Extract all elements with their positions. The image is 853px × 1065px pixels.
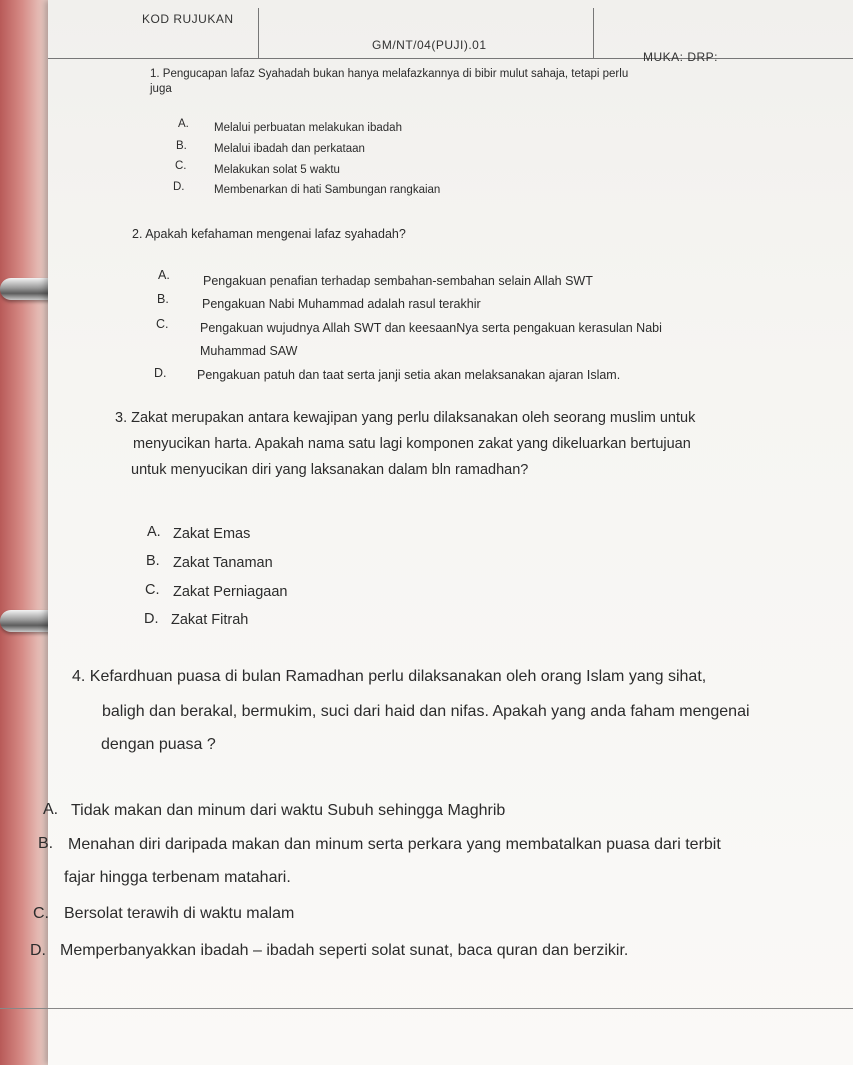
- option-text: Pengakuan Nabi Muhammad adalah rasul terakhir: [202, 297, 481, 311]
- option-letter: B.: [157, 292, 169, 306]
- option-text: Muhammad SAW: [200, 344, 298, 358]
- question-text: 3. Zakat merupakan antara kewajipan yang perlu dilaksanakan oleh seorang muslim untuk: [115, 410, 696, 426]
- question-text: untuk menyucikan diri yang laksanakan dalam bln ramadhan?: [131, 462, 529, 478]
- header-page-label: MUKA: DRP:: [643, 50, 719, 64]
- option-text: Pengakuan penafian terhadap sembahan-sembahan selain Allah SWT: [203, 274, 593, 288]
- option-letter: A.: [43, 801, 59, 818]
- question-text: baligh dan berakal, bermukim, suci dari haid dan nifas. Apakah yang anda faham mengenai: [102, 703, 750, 720]
- footer-rule: [0, 1008, 853, 1009]
- option-text: Zakat Fitrah: [171, 612, 249, 628]
- question-text: 4. Kefardhuan puasa di bulan Ramadhan perlu dilaksanakan oleh orang Islam yang sihat,: [72, 668, 707, 685]
- option-text: Melalui perbuatan melakukan ibadah: [214, 122, 402, 134]
- option-text: Pengakuan wujudnya Allah SWT dan keesaanNya serta pengakuan kerasulan Nabi: [200, 321, 662, 335]
- question-text: dengan puasa ?: [101, 736, 216, 753]
- option-text: Zakat Emas: [173, 526, 251, 542]
- question-text: menyucikan harta. Apakah nama satu lagi komponen zakat yang dikeluarkan bertujuan: [133, 436, 691, 452]
- option-letter: C.: [145, 582, 160, 598]
- option-text: Zakat Tanaman: [173, 555, 273, 571]
- option-letter: D.: [173, 181, 185, 193]
- header-kod-label: KOD RUJUKAN: [142, 12, 234, 26]
- question-text: juga: [150, 83, 172, 95]
- option-letter: D.: [154, 366, 167, 380]
- option-text: Zakat Perniagaan: [173, 584, 288, 600]
- option-text: Melalui ibadah dan perkataan: [214, 143, 365, 155]
- option-text: Melakukan solat 5 waktu: [214, 164, 340, 176]
- question-text: 2. Apakah kefahaman mengenai lafaz syahadah?: [132, 227, 406, 241]
- option-text: Membenarkan di hati Sambungan rangkaian: [214, 184, 441, 196]
- option-letter: A.: [158, 268, 170, 282]
- option-letter: A.: [178, 118, 189, 130]
- option-letter: C.: [33, 905, 49, 922]
- option-letter: C.: [156, 317, 169, 331]
- option-text: Bersolat terawih di waktu malam: [64, 905, 295, 922]
- option-letter: D.: [144, 611, 159, 627]
- option-letter: B.: [176, 140, 187, 152]
- option-text: fajar hingga terbenam matahari.: [64, 869, 291, 886]
- option-text: Memperbanyakkan ibadah – ibadah seperti solat sunat, baca quran dan berzikir.: [60, 942, 629, 959]
- option-letter: D.: [30, 942, 46, 959]
- option-letter: B.: [38, 835, 54, 852]
- option-text: Tidak makan dan minum dari waktu Subuh sehingga Maghrib: [71, 802, 506, 819]
- question-text: 1. Pengucapan lafaz Syahadah bukan hanya melafazkannya di bibir mulut sahaja, tetapi perlu: [150, 68, 629, 80]
- option-letter: B.: [146, 553, 160, 569]
- header-code: GM/NT/04(PUJI).01: [372, 38, 487, 52]
- option-text: Menahan diri daripada makan dan minum serta perkara yang membatalkan puasa dari terbit: [68, 836, 721, 853]
- option-letter: A.: [147, 524, 161, 540]
- option-text: Pengakuan patuh dan taat serta janji setia akan melaksanakan ajaran Islam.: [197, 368, 621, 382]
- option-letter: C.: [175, 160, 187, 172]
